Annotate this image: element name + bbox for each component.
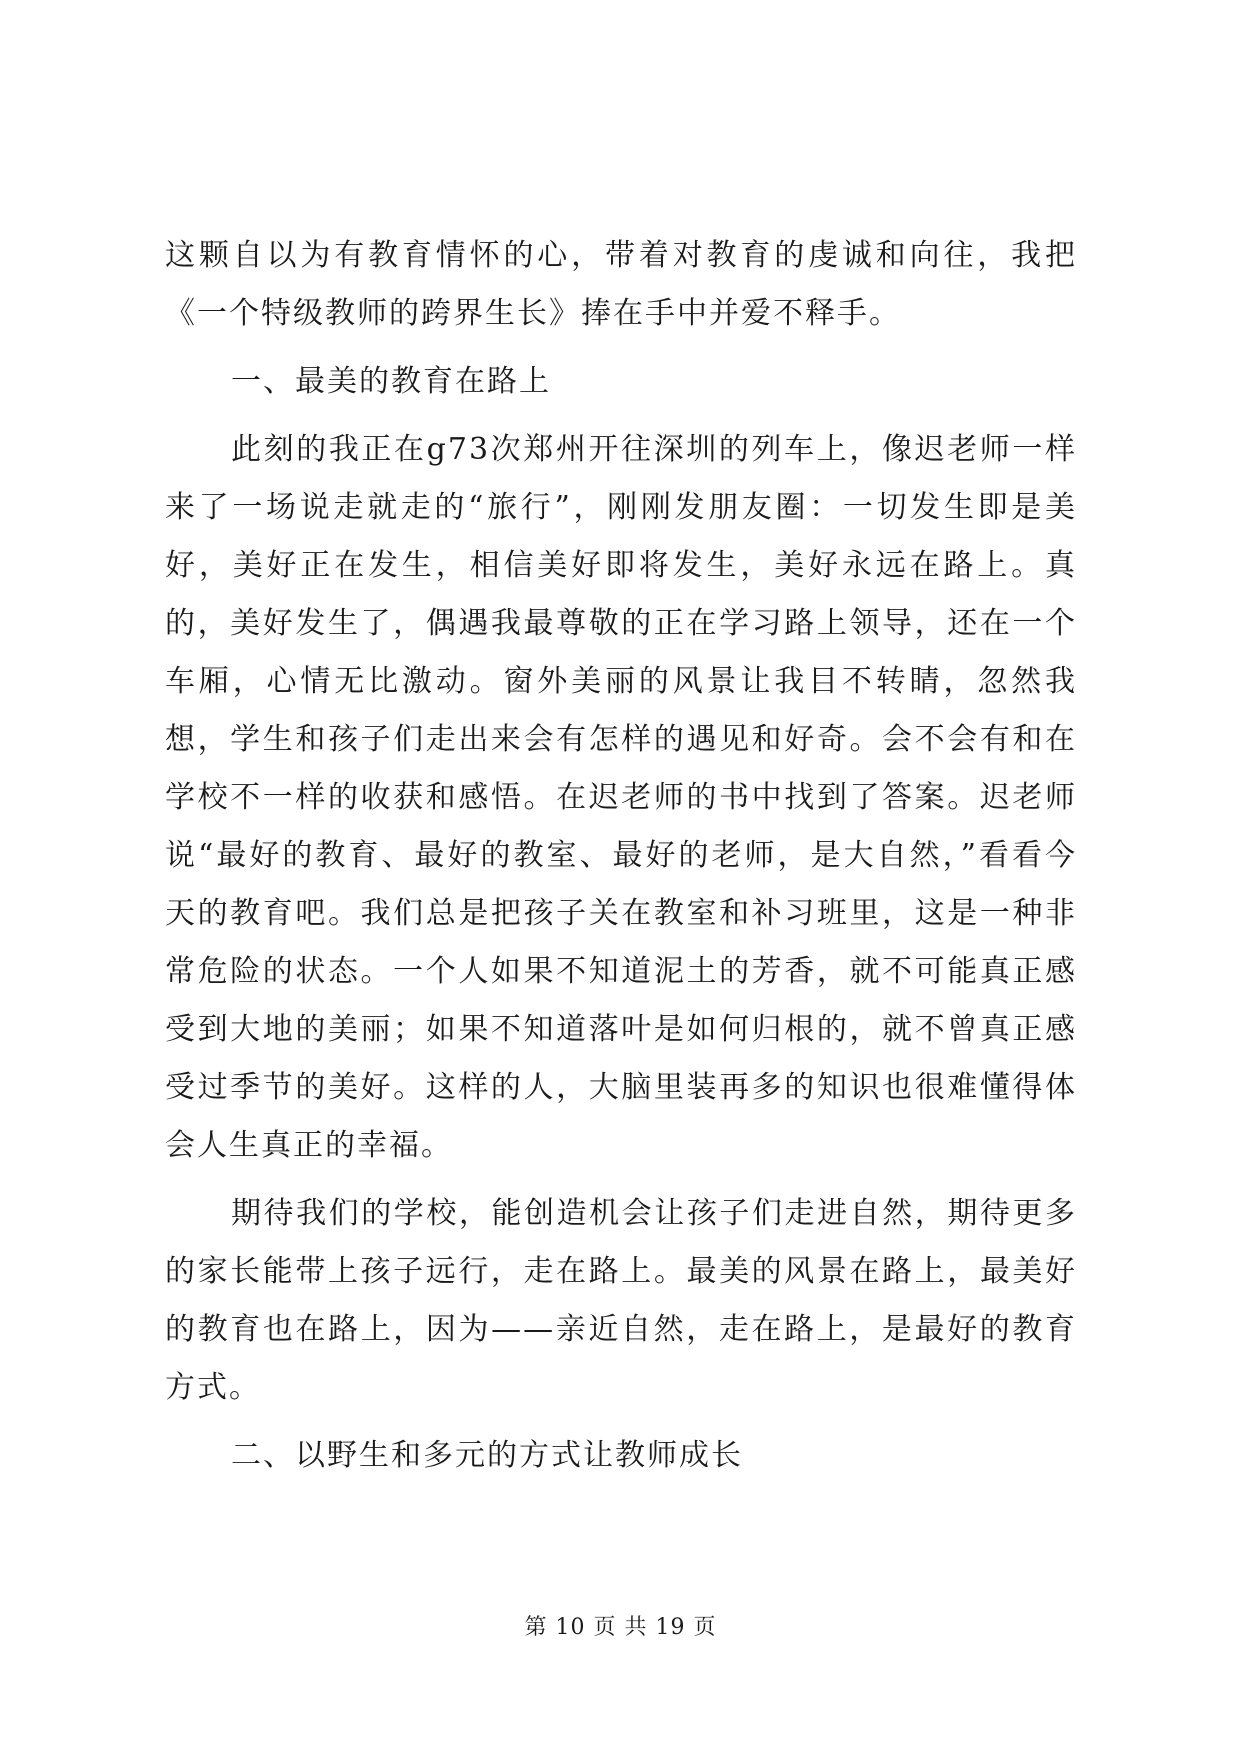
paragraph-train: 此刻的我正在g73次郑州开往深圳的列车上，像迟老师一样来了一场说走就走的“旅行”，刚刚发朋友圈：一切发生即是美好，美好正在发生，相信美好即将发生，美好永远在路上。真的，美好发生了，偶遇我最尊敬的正在学习路上领导，还在一个车厢，心情无比激动。窗外美丽的风景让我目不转睛，忽然我想，学生和孩子们走出来会有怎样的遇见和好奇。会不会有和在学校不一样的收获和感悟。在迟老师的书中找到了答案。迟老师说“最好的教育、最好的教室、最好的老师，是大自然，”看看今天的教育吧。我们总是把孩子关在教室和补习班里，这是一种非常危险的状态。一个人如果不知道泥土的芳香，就不可能真正感受到大地的美丽；如果不知道落叶是如何归根的，就不曾真正感受过季节的美好。这样的人，大脑里装再多的知识也很难懂得体会人生真正的幸福。 — [165, 432, 1077, 1163]
section-heading-2: 二、以野生和多元的方式让教师成长 — [231, 1438, 743, 1473]
page-number-footer: 第 10 页 共 19 页 — [524, 1615, 717, 1640]
section-heading-1: 一、最美的教育在路上 — [231, 364, 551, 399]
paragraph-expectation: 期待我们的学校，能创造机会让孩子们走进自然，期待更多的家长能带上孩子远行，走在路上。最美的风景在路上，最美好的教育也在路上，因为——亲近自然，走在路上，是最好的教育方式。 — [165, 1196, 1077, 1405]
paragraph-intro: 这颗自以为有教育情怀的心，带着对教育的虔诚和向往，我把《一个特级教师的跨界生长》捧在手中并爱不释手。 — [165, 238, 1077, 331]
document-body — [165, 227, 1077, 1485]
